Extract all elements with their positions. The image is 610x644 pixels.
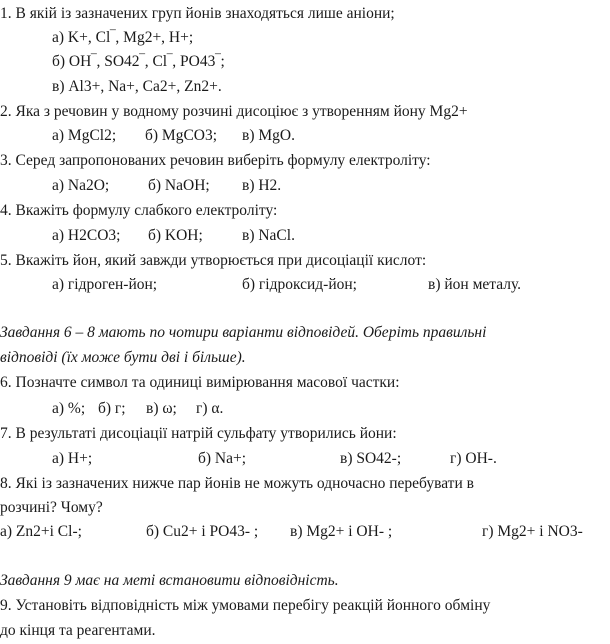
question-8-line2: розчині? Чому? bbox=[0, 499, 103, 516]
instruction-6-8-line2: відповіді (їх може бути дві і більше). bbox=[0, 349, 246, 366]
q1-option-c: в) Al3+, Na+, Ca2+, Zn2+. bbox=[52, 78, 222, 95]
q2-option-c: в) MgO. bbox=[242, 127, 295, 144]
question-9-line1: 9. Установіть відповідність між умовами перебігу реакцій йонного обміну bbox=[0, 597, 491, 614]
q5-option-c: в) йон металу. bbox=[428, 276, 522, 293]
q4-option-c: в) NaCl. bbox=[242, 227, 295, 244]
q6-option-b: б) г; bbox=[98, 400, 126, 417]
question-3: 3. Серед запропонованих речовин виберіть формулу електроліту: bbox=[0, 152, 431, 169]
q8-option-b: б) Cu2+ і PO43- ; bbox=[146, 523, 259, 540]
q6-option-d: г) α. bbox=[196, 400, 224, 417]
q3-option-b: б) NaOH; bbox=[148, 177, 210, 194]
question-2: 2. Яка з речовин у водному розчині дисоціює з утворенням йону Mg2+ bbox=[0, 103, 468, 120]
q2-option-a: а) MgCl2; bbox=[52, 127, 117, 144]
question-9-line2: до кінця та реагентами. bbox=[0, 622, 156, 639]
q5-option-b: б) гідроксид-йон; bbox=[242, 276, 357, 293]
q5-option-a: а) гідроген-йон; bbox=[52, 276, 158, 293]
q2-option-b: б) MgCO3; bbox=[145, 127, 218, 144]
q3-option-a: а) Na2O; bbox=[52, 177, 110, 194]
q6-option-c: в) ω; bbox=[146, 400, 177, 417]
q8-option-d: г) Mg2+ і NO3- bbox=[482, 523, 583, 540]
question-6: 6. Позначте символ та одиниці вимірювання масової частки: bbox=[0, 374, 400, 391]
instruction-6-8-line1: Завдання 6 – 8 мають по чотири варіанти відповідей. Оберіть правильні bbox=[0, 324, 487, 341]
q1-option-b: б) OH‾, SO42‾, Cl‾, PO43‾; bbox=[52, 53, 225, 70]
q7-option-a: а) H+; bbox=[52, 450, 93, 467]
q4-option-b: б) KOH; bbox=[148, 227, 203, 244]
instruction-9: Завдання 9 має на меті встановити відповідність. bbox=[0, 572, 339, 589]
q3-option-c: в) H2. bbox=[242, 177, 282, 194]
question-8-line1: 8. Які із зазначених нижче пар йонів не можуть одночасно перебувати в bbox=[0, 475, 474, 492]
question-7: 7. В результаті дисоціації натрій сульфату утворились йони: bbox=[0, 425, 397, 442]
q4-option-a: а) H2CO3; bbox=[52, 227, 121, 244]
q7-option-c: в) SO42-; bbox=[340, 450, 402, 467]
question-4: 4. Вкажіть формулу слабкого електроліту: bbox=[0, 202, 278, 219]
q7-option-b: б) Na+; bbox=[198, 450, 247, 467]
question-5: 5. Вкажіть йон, який завжди утворюється при дисоціації кислот: bbox=[0, 252, 427, 269]
q8-option-c: в) Mg2+ і OH- ; bbox=[290, 523, 393, 540]
q6-option-a: а) %; bbox=[52, 400, 86, 417]
q1-option-a: а) K+, Cl‾, Mg2+, H+; bbox=[52, 29, 194, 46]
q7-option-d: г) OH-. bbox=[450, 450, 497, 467]
q8-option-a: а) Zn2+і Cl-; bbox=[0, 523, 82, 540]
question-1: 1. В якій із зазначених груп йонів знаходяться лише аніони; bbox=[0, 5, 395, 22]
